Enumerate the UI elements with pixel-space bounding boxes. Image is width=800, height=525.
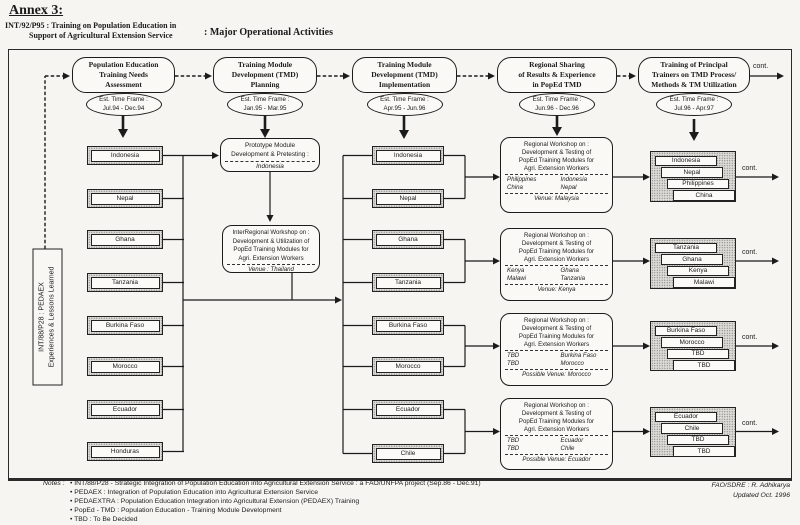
- trained-country-box: Philippines: [667, 179, 729, 190]
- workshop-participant-row: [501, 360, 612, 368]
- implementation-country-box: [372, 400, 444, 419]
- workshop-participant-row: [501, 352, 612, 360]
- country-label: Morocco: [91, 361, 160, 373]
- country-label: Ghana: [91, 234, 160, 246]
- note-bullet: •: [70, 480, 75, 487]
- phase-title-line: Implementation: [378, 79, 431, 89]
- cont-label: cont.: [742, 419, 758, 427]
- implementation-country-box: [372, 357, 444, 376]
- dashed-separator: [505, 265, 608, 266]
- project-code-line2: Support of Agricultural Extension Service: [29, 31, 173, 40]
- workshop-participant: Ecuador: [560, 436, 584, 444]
- phase-box-4: [497, 57, 617, 93]
- workshop-title-line: Agri. Extension Workers: [523, 255, 590, 263]
- country-label: Indonesia: [91, 150, 160, 162]
- workshop-title-line: Regional Workshop on :: [524, 141, 589, 148]
- interregional-title-line: Agri. Extension Workers: [238, 254, 304, 262]
- note-text: PopEd - TMD : Population Education - Training Module Development: [74, 507, 282, 514]
- workshop-title-line: PopEd Training Modules for: [518, 247, 595, 255]
- est-time-frame-oval-2: [227, 93, 303, 116]
- time-frame-dates: Apr.95 - Jun.96: [383, 104, 426, 112]
- cont-label: cont.: [742, 165, 758, 172]
- assessment-country-box: [87, 400, 163, 419]
- interregional-venue: Venue : Thailand: [248, 266, 294, 274]
- workshop-participant-row: [501, 437, 612, 445]
- trained-country-box: Tanzania: [655, 243, 717, 254]
- time-frame-label: Est. Time Frame :: [380, 96, 429, 104]
- workshop-participant: Philippines: [507, 175, 537, 183]
- assessment-country-box: [87, 357, 163, 376]
- footer-credit: FAO/SDRE : R. Adhikarya: [711, 482, 790, 489]
- country-label: Morocco: [376, 361, 441, 373]
- trained-group-box-3: [650, 321, 736, 371]
- phase-title-line: in PopEd TMD: [532, 79, 582, 89]
- implementation-country-box: [372, 444, 444, 463]
- assessment-country-box: [87, 230, 163, 249]
- workshop-participant: China: [507, 183, 523, 191]
- workshop-title-line: PopEd Training Modules for: [518, 417, 595, 425]
- country-label: Ecuador: [91, 404, 160, 416]
- workshop-title-line: Development & Testing of: [521, 324, 592, 332]
- regional-workshop-box-1: [500, 137, 613, 213]
- phase-title-line: of Results & Experience: [518, 70, 596, 80]
- prototype-country: Indonesia: [256, 162, 284, 170]
- workshop-participant: Indonesia: [560, 175, 587, 183]
- workshop-participant-row: [501, 184, 612, 192]
- workshop-participant: Chile: [560, 444, 575, 452]
- assessment-country-box: [87, 189, 163, 208]
- assessment-country-box: [87, 146, 163, 165]
- country-label: Tanzania: [376, 277, 441, 289]
- time-frame-dates: Jan.95 - Mar.95: [243, 104, 287, 112]
- interregional-workshop-box: [222, 225, 320, 273]
- note-text: INT/88/P28 - Strategic Integration of Population Education into Agricultural Extension Service : a FAO/UNFPA project (Sep.86 - Dec.91): [74, 480, 481, 487]
- pedaex-experience-box: [33, 249, 63, 386]
- diagram-subtitle: : Major Operational Activities: [204, 27, 333, 38]
- workshop-participant: Nepal: [560, 183, 577, 191]
- cont-label: cont.: [742, 334, 758, 341]
- est-time-frame-oval-5: [656, 93, 732, 116]
- phase-box-5: [638, 57, 750, 93]
- phase-title-line: Methods & TM Utilization: [651, 79, 737, 89]
- workshop-participant: TBD: [507, 351, 520, 359]
- phase-title-line: Training Module: [237, 60, 293, 70]
- country-label: Chile: [376, 448, 441, 460]
- implementation-country-box: [372, 230, 444, 249]
- dashed-separator: [505, 193, 608, 194]
- pedaex-line2: Experiences & Lessons Learned: [48, 266, 56, 368]
- country-label: Tanzania: [91, 277, 160, 289]
- time-frame-dates: Jun.96 - Dec.96: [535, 104, 579, 112]
- workshop-participant: TBD: [507, 436, 520, 444]
- project-code-line1: INT/92/P95 : Training on Population Education in: [5, 21, 177, 30]
- dashed-separator: [505, 435, 608, 436]
- phase-title-line: Training of Principal: [660, 60, 728, 70]
- trained-country-box: Indonesia: [655, 156, 717, 167]
- trained-country-box: Nepal: [661, 167, 723, 178]
- dashed-separator: [505, 350, 608, 351]
- time-frame-label: Est. Time Frame :: [99, 96, 148, 104]
- country-label: Burkina Faso: [376, 320, 441, 332]
- trained-country-box: Malawi: [673, 277, 735, 288]
- trained-country-box: TBD: [673, 360, 735, 371]
- pedaex-line1: INT/88/P28 : PEDAEX: [38, 282, 45, 352]
- country-label: Nepal: [376, 193, 441, 205]
- workshop-title-line: PopEd Training Modules for: [518, 332, 595, 340]
- trained-country-box: China: [673, 190, 735, 201]
- phase-title-line: Development (TMD): [231, 70, 299, 80]
- time-frame-dates: Jul.96 - Apr.97: [674, 104, 714, 112]
- workshop-participant: Tanzania: [560, 274, 586, 282]
- interregional-title-line: Development & Utilization of: [232, 237, 310, 245]
- trained-group-box-1: [650, 151, 736, 202]
- workshop-title-line: Agri. Extension Workers: [523, 164, 590, 172]
- regional-workshop-box-3: [500, 313, 613, 386]
- cont-label: cont.: [742, 249, 758, 256]
- country-label: Nepal: [91, 193, 160, 205]
- dashed-separator: [505, 174, 608, 175]
- assessment-country-box: [87, 316, 163, 335]
- trained-country-box: TBD: [667, 349, 729, 360]
- country-label: Indonesia: [376, 150, 441, 162]
- workshop-participant: TBD: [507, 444, 520, 452]
- workshop-title-line: Agri. Extension Workers: [523, 425, 590, 433]
- regional-workshop-box-4: [500, 398, 613, 470]
- assessment-country-box: [87, 273, 163, 292]
- annex-title: Annex 3:: [9, 3, 64, 18]
- implementation-country-box: [372, 273, 444, 292]
- workshop-title-line: Development & Testing of: [521, 148, 592, 156]
- trained-country-box: Kenya: [667, 266, 729, 277]
- dashed-separator: [505, 284, 608, 285]
- note-text: PEDAEXTRA : Population Education Integration into Agricultural Extension (PEDAEX) Training: [74, 498, 360, 505]
- notes-label: Notes :: [43, 480, 65, 487]
- est-time-frame-oval-4: [519, 93, 595, 116]
- implementation-country-box: [372, 146, 444, 165]
- trained-country-box: Chile: [661, 423, 723, 434]
- note-text: PEDAEX : Integration of Population Education into Agricultural Extension Service: [74, 489, 318, 496]
- est-time-frame-oval-3: [367, 93, 443, 116]
- dashed-separator: [225, 161, 315, 162]
- workshop-participant: Kenya: [507, 266, 525, 274]
- dashed-separator: [505, 369, 608, 370]
- prototype-line2: Development & Pretesting :: [231, 150, 309, 158]
- workshop-participant-row: [501, 267, 612, 275]
- dashed-separator: [505, 454, 608, 455]
- workshop-venue: Possible Venue: Ecuador: [522, 455, 591, 463]
- phase-title-line: Training Module: [377, 60, 432, 70]
- workshop-venue: Venue: Malaysia: [534, 194, 579, 202]
- country-label: Ecuador: [376, 404, 441, 416]
- phase-title-line: Development (TMD): [371, 70, 438, 80]
- note-bullet: •: [70, 498, 75, 505]
- note-bullet: •: [70, 489, 75, 496]
- workshop-participant: TBD: [507, 359, 520, 367]
- workshop-participant: Malawi: [507, 274, 526, 282]
- phase-box-2: [213, 57, 317, 93]
- note-bullet: •: [70, 507, 75, 514]
- interregional-title-line: InterRegional Workshop on :: [232, 229, 310, 236]
- trained-group-box-4: [650, 407, 736, 457]
- phase-title-line: Trainers on TMD Process/: [651, 70, 737, 80]
- time-frame-label: Est. Time Frame :: [532, 96, 582, 104]
- workshop-participant: Burkina Faso: [560, 351, 597, 359]
- prototype-module-box: [220, 138, 320, 172]
- time-frame-label: Est. Time Frame :: [669, 96, 719, 104]
- est-time-frame-oval-1: [86, 93, 162, 116]
- time-frame-label: Est. Time Frame :: [240, 96, 290, 104]
- phase-title-line: Assessment: [105, 79, 142, 89]
- trained-country-box: Ecuador: [655, 412, 717, 423]
- implementation-country-box: [372, 189, 444, 208]
- country-label: Burkina Faso: [91, 320, 160, 332]
- trained-country-box: TBD: [667, 435, 729, 446]
- trained-country-box: Burkina Faso: [655, 326, 717, 337]
- footer-updated: Updated Oct. 1996: [732, 492, 790, 499]
- workshop-participant: Morocco: [560, 359, 584, 367]
- workshop-venue: Possible Venue: Morocco: [522, 370, 591, 378]
- phase-title-line: Population Education: [88, 60, 159, 70]
- workshop-venue: Venue: Kenya: [537, 285, 576, 293]
- note-text: TBD : To Be Decided: [74, 516, 138, 523]
- phase-title-line: Planning: [250, 79, 280, 89]
- assessment-country-box: [87, 442, 163, 461]
- trained-group-box-2: [650, 238, 736, 289]
- dashed-separator: [227, 264, 315, 265]
- cont-label-top: cont.: [753, 63, 769, 70]
- prototype-line1: Prototype Module: [244, 142, 296, 149]
- workshop-participant: Ghana: [560, 266, 579, 274]
- phase-title-line: Regional Sharing: [529, 60, 585, 70]
- implementation-country-box: [372, 316, 444, 335]
- trained-country-box: Morocco: [661, 337, 723, 348]
- country-label: Ghana: [376, 234, 441, 246]
- workshop-title-line: Agri. Extension Workers: [523, 340, 590, 348]
- workshop-title-line: Development & Testing of: [521, 409, 592, 417]
- workshop-title-line: Development & Testing of: [521, 239, 592, 247]
- workshop-title-line: Regional Workshop on :: [524, 402, 589, 409]
- country-label: Honduras: [91, 446, 160, 458]
- phase-title-line: Training Needs: [99, 70, 148, 80]
- interregional-title-line: PopEd Training Modules for: [233, 246, 309, 254]
- workshop-participant-row: [501, 176, 612, 184]
- trained-country-box: Ghana: [661, 254, 723, 265]
- workshop-title-line: Regional Workshop on :: [524, 317, 589, 324]
- regional-workshop-box-2: [500, 228, 613, 301]
- phase-box-3: [352, 57, 457, 93]
- phase-box-1: [72, 57, 175, 93]
- note-bullet: •: [70, 516, 75, 523]
- workshop-participant-row: [501, 275, 612, 283]
- workshop-title-line: Regional Workshop on :: [524, 232, 589, 239]
- workshop-title-line: PopEd Training Modules for: [518, 156, 595, 164]
- workshop-participant-row: [501, 445, 612, 453]
- time-frame-dates: Jul.94 - Dec.94: [102, 104, 145, 112]
- trained-country-box: TBD: [673, 446, 735, 457]
